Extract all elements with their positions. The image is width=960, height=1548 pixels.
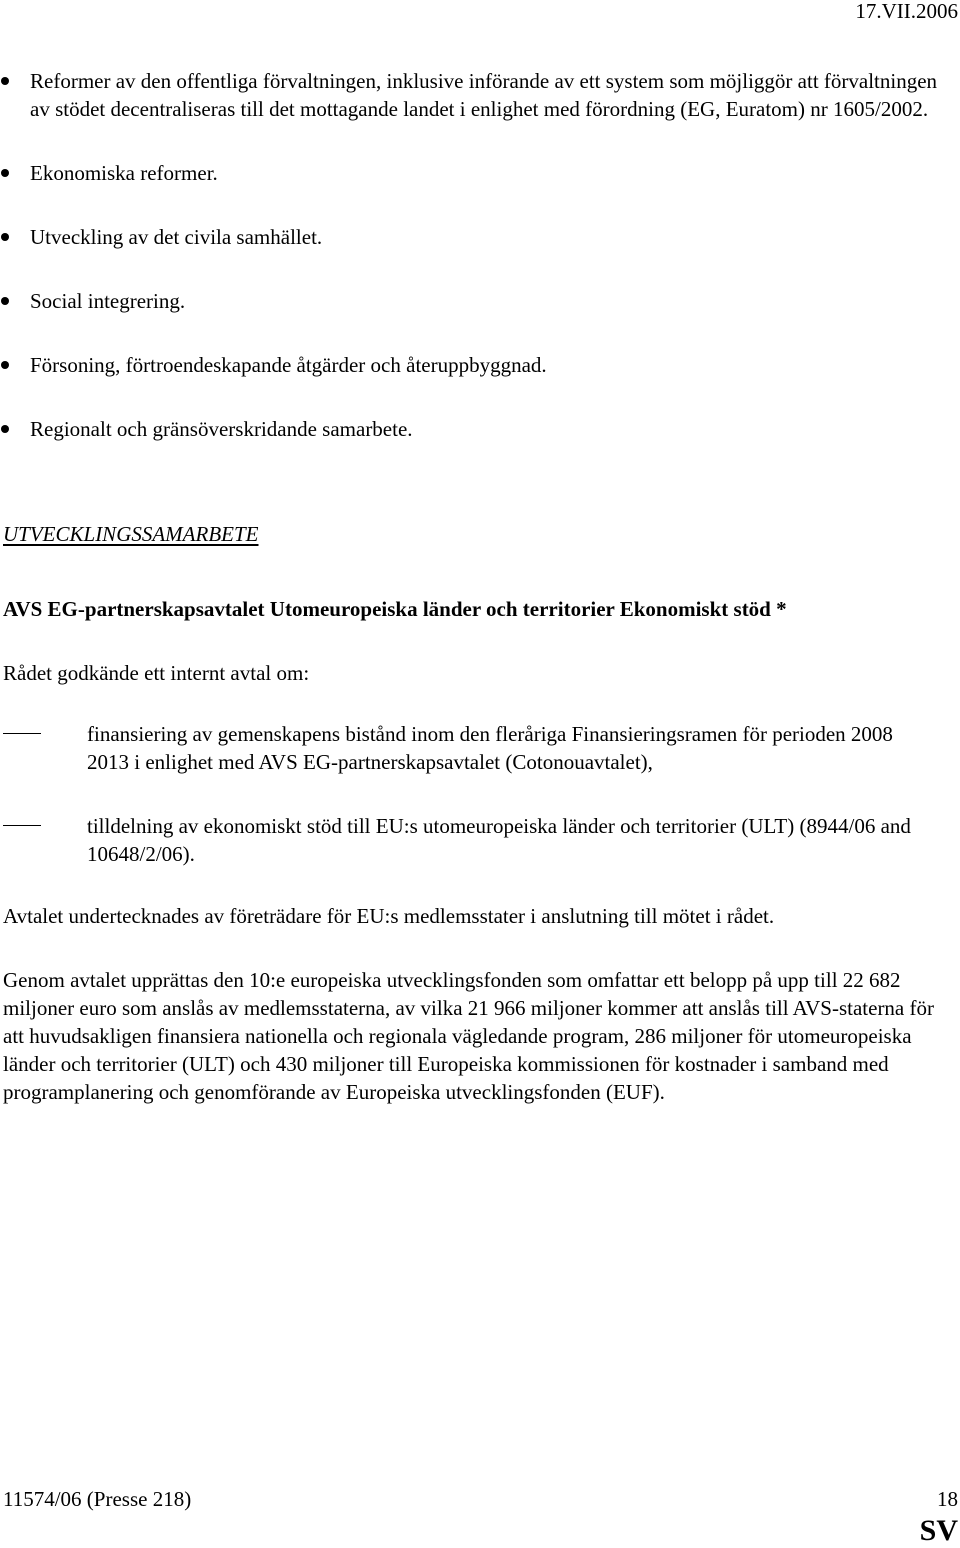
list-item-text: tilldelning av ekonomiskt stöd till EU:s utomeuropeiska länder och territorier (ULT) (8944/06 and 10648/2/06). xyxy=(87,814,911,866)
list-item-text: finansiering av gemenskapens bistånd inom den fleråriga Finansieringsramen för perioden 2008 2013 i enlighet med AVS EG-partnerskapsavtalet (Cotonouavtalet), xyxy=(87,722,893,774)
bullet-text: Försoning, förtroendeskapande åtgärder och återuppbyggnad. xyxy=(30,353,547,377)
signing-paragraph: Avtalet undertecknades av företrädare för EU:s medlemsstater i anslutning till mötet i rådet. xyxy=(3,904,775,928)
dash-icon xyxy=(3,825,41,826)
fund-paragraph: Genom avtalet upprättas den 10:e europeiska utvecklingsfonden som omfattar ett belopp på upp till 22 682 miljoner euro som anslås av medlemsstaterna, av vilka 21 966 miljoner kommer att anslås till AVS-staterna för att huvudsakligen finansiera nationella och regionala vägledande program, 286 miljoner för utomeuropeiska länder och territorier (ULT) och 430 miljoner till Europeiska kommissionen för kostnader i samband med programplanering och genomförande av Europeiska utvecklingsfonden (EUF). xyxy=(3,968,934,1104)
bullet-item xyxy=(0,67,958,123)
dash-icon xyxy=(3,733,41,734)
bullet-text: Ekonomiska reformer. xyxy=(30,161,218,185)
bullet-dot-icon xyxy=(1,425,9,433)
bullet-item xyxy=(0,159,958,187)
bullet-text: Utveckling av det civila samhället. xyxy=(30,225,323,249)
bullet-text: Reformer av den offentliga förvaltningen, inklusive införande av ett system som möjliggör att förvaltningen av stödet decentraliseras till det mottagande landet i enlighet med förordning (EG, Euratom) nr 1605/2002. xyxy=(30,69,938,121)
agreement-title: AVS EG-partnerskapsavtalet Utomeuropeiska länder och territorier Ekonomiskt stöd * xyxy=(3,597,787,621)
bullet-dot-icon xyxy=(1,297,9,305)
bullet-dot-icon xyxy=(1,169,9,177)
bullet-text: Social integrering. xyxy=(30,289,186,313)
bullet-dot-icon xyxy=(1,361,9,369)
reform-bullet-list xyxy=(0,67,958,479)
list-item xyxy=(3,812,933,868)
bullet-item xyxy=(0,287,958,315)
bullet-item xyxy=(0,223,958,251)
bullet-item xyxy=(0,351,958,379)
bullet-item xyxy=(0,415,958,443)
list-item xyxy=(3,720,933,776)
document-date: 17.VII.2006 xyxy=(855,0,958,23)
bullet-dot-icon xyxy=(1,233,9,241)
agreement-items-list xyxy=(3,720,933,904)
intro-text: Rådet godkände ett internt avtal om: xyxy=(3,661,310,685)
section-heading: UTVECKLINGSSAMARBETE xyxy=(3,522,259,546)
bullet-dot-icon xyxy=(1,77,9,85)
page-number: 18 xyxy=(937,1487,958,1511)
footer-reference: 11574/06 (Presse 218) xyxy=(3,1487,192,1511)
bullet-text: Regionalt och gränsöverskridande samarbete. xyxy=(30,417,413,441)
language-code: SV xyxy=(919,1514,958,1547)
